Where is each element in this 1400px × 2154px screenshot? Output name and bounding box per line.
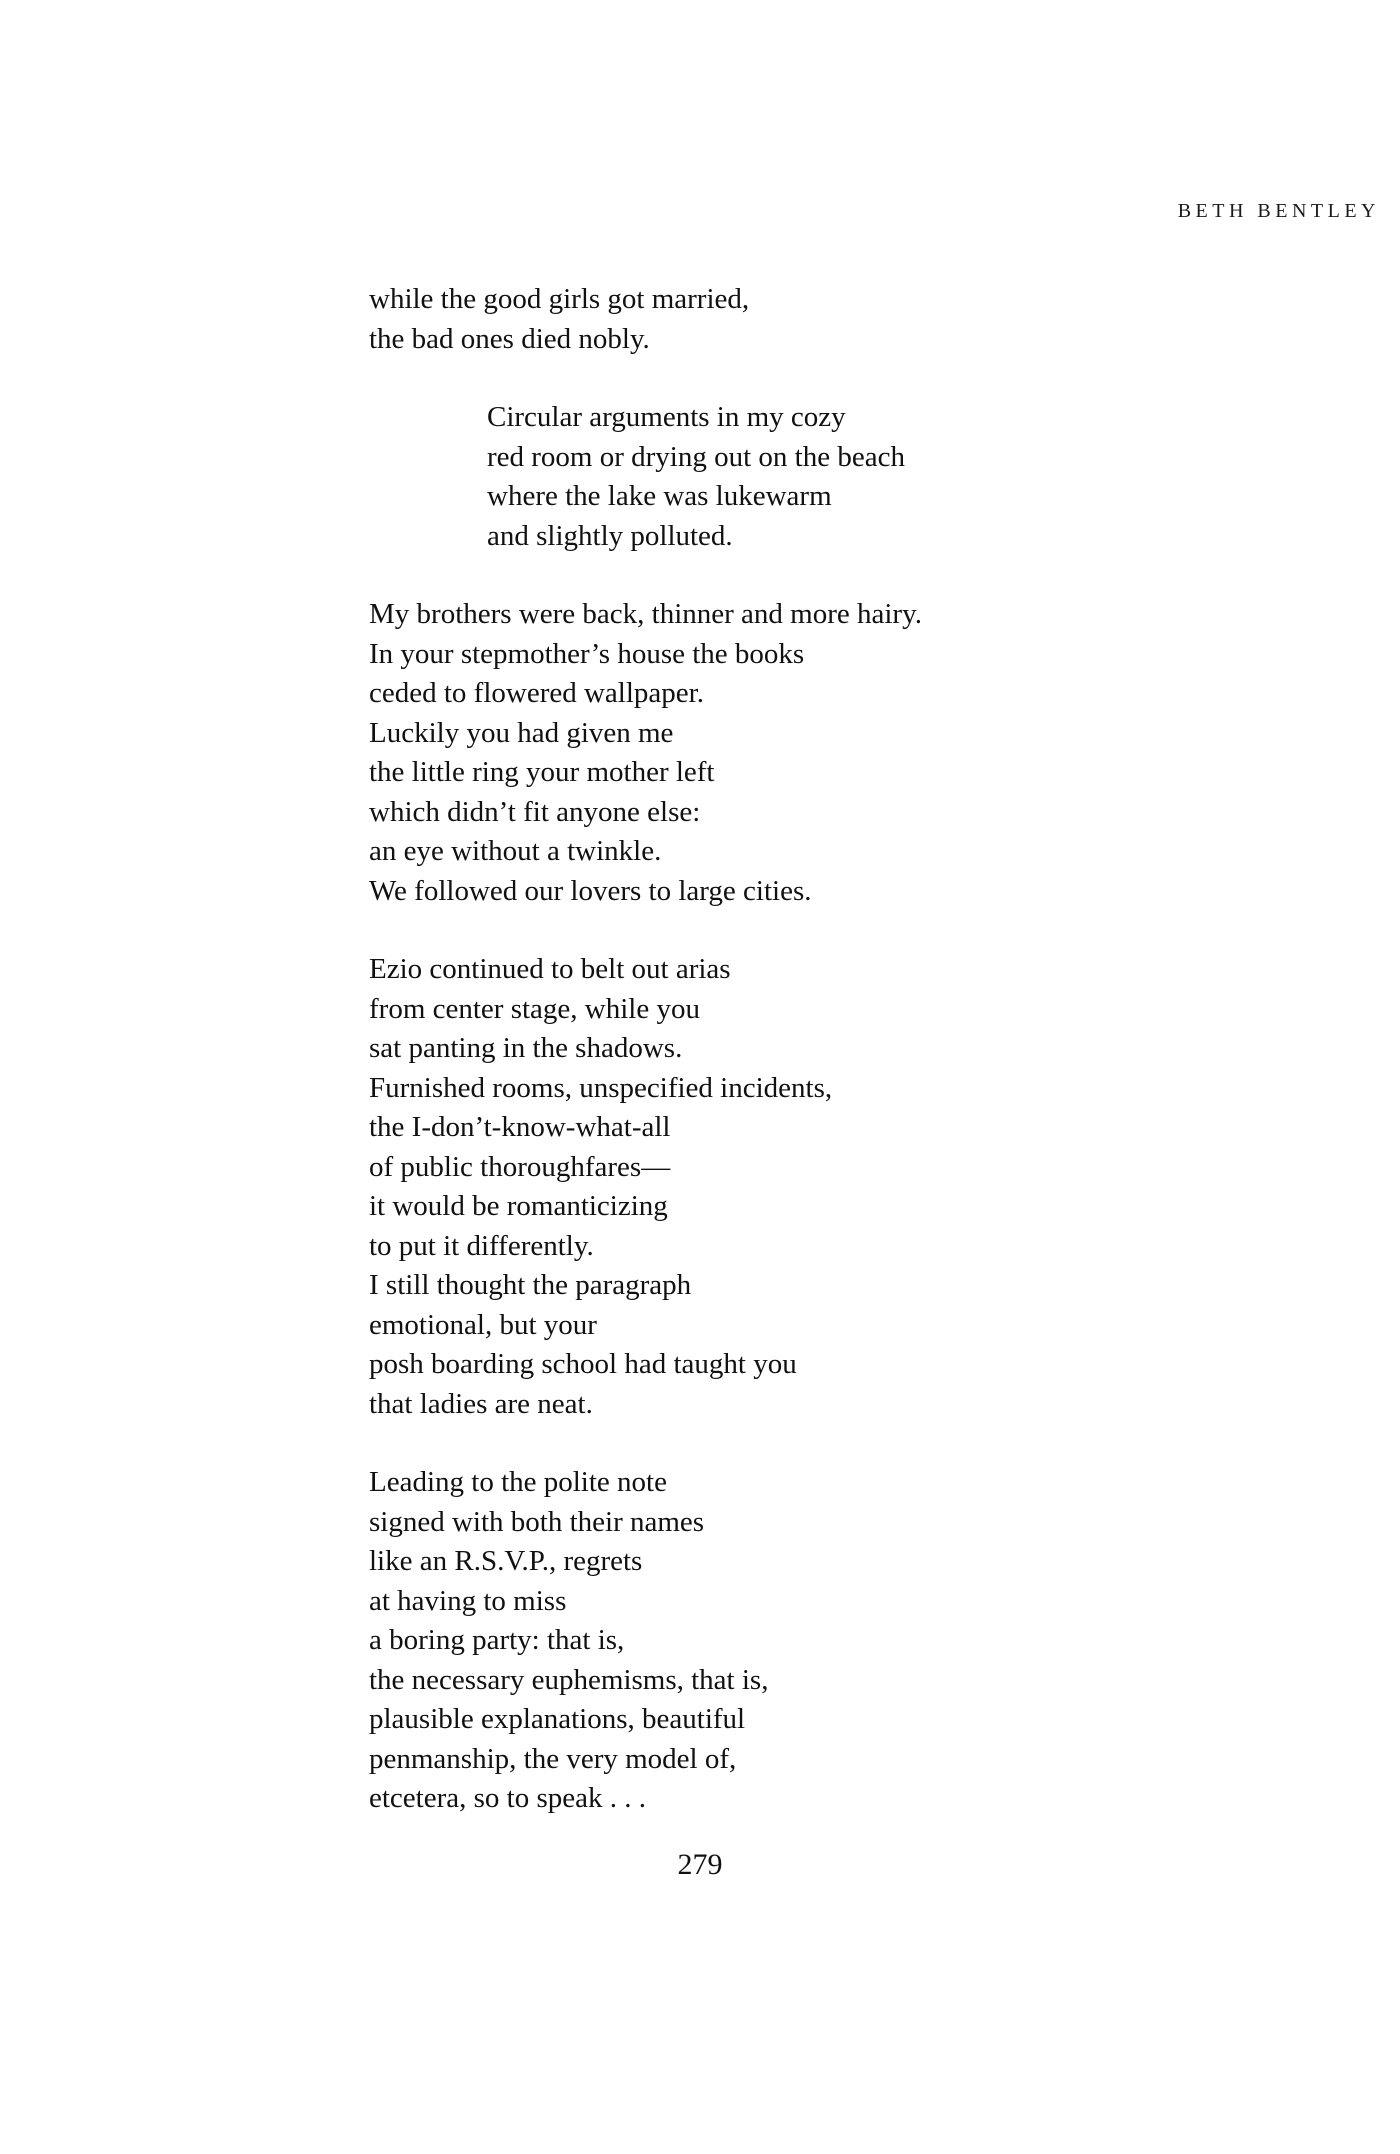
stanza-3 — [369, 595, 1349, 911]
poem-line: We followed our lovers to large cities. — [369, 874, 812, 907]
poem-line: the necessary euphemisms, that is, — [369, 1663, 769, 1696]
poem-line: posh boarding school had taught you — [369, 1348, 797, 1380]
poem-line: plausible explanations, beautiful — [369, 1703, 746, 1735]
poem-line: the bad ones died nobly. — [369, 322, 650, 355]
poem-line: ceded to flowered wallpaper. — [369, 677, 704, 709]
poem-line: Leading to the polite note — [369, 1466, 667, 1498]
poem-line: like an R.S.V.P., regrets — [369, 1545, 643, 1577]
stanza-4 — [369, 950, 1349, 1424]
poem-line: In your stepmother’s house the books — [369, 637, 805, 670]
poem-line: I still thought the paragraph — [369, 1269, 692, 1301]
poem-line: to put it differently. — [369, 1229, 594, 1262]
poem-line: an eye without a twinkle. — [369, 835, 662, 867]
poem-line: the little ring your mother left — [369, 756, 715, 788]
stanza-5 — [369, 1463, 1349, 1819]
poem-line: at having to miss — [369, 1584, 567, 1617]
poem-line: Furnished rooms, unspecified incidents, — [369, 1071, 833, 1104]
poem-line: a boring party: that is, — [369, 1624, 625, 1656]
poem-line: My brothers were back, thinner and more hairy. — [369, 598, 922, 630]
poem-line: Luckily you had given me — [369, 716, 674, 749]
poem-line: red room or drying out on the beach — [487, 440, 905, 473]
poem-line: it would be romanticizing — [369, 1190, 668, 1222]
poem-line: which didn’t fit anyone else: — [369, 795, 701, 828]
poem-line: where the lake was lukewarm — [487, 480, 832, 512]
stanza-2-indented — [369, 398, 1349, 556]
poem-line: while the good girls got married, — [369, 283, 750, 315]
poem-line: Circular arguments in my cozy — [487, 401, 846, 433]
poem-body — [369, 280, 1349, 1858]
poem-line: Ezio continued to belt out arias — [369, 953, 731, 985]
poem-line: from center stage, while you — [369, 992, 700, 1025]
poem-line: that ladies are neat. — [369, 1387, 593, 1420]
poem-line: signed with both their names — [369, 1505, 705, 1538]
poem-line: penmanship, the very model of, — [369, 1742, 737, 1775]
poem-line: the I-don’t-know-what-all — [369, 1111, 671, 1143]
page-number: 279 — [677, 1848, 723, 1881]
poem-line: sat panting in the shadows. — [369, 1032, 683, 1064]
poem-line: etcetera, so to speak . . . — [369, 1782, 647, 1814]
poem-line: emotional, but your — [369, 1308, 597, 1341]
poem-line: of public thoroughfares— — [369, 1150, 671, 1183]
running-head-author: BETH BENTLEY — [1177, 200, 1380, 222]
stanza-1 — [369, 280, 1349, 359]
poem-line: and slightly polluted. — [487, 519, 733, 552]
